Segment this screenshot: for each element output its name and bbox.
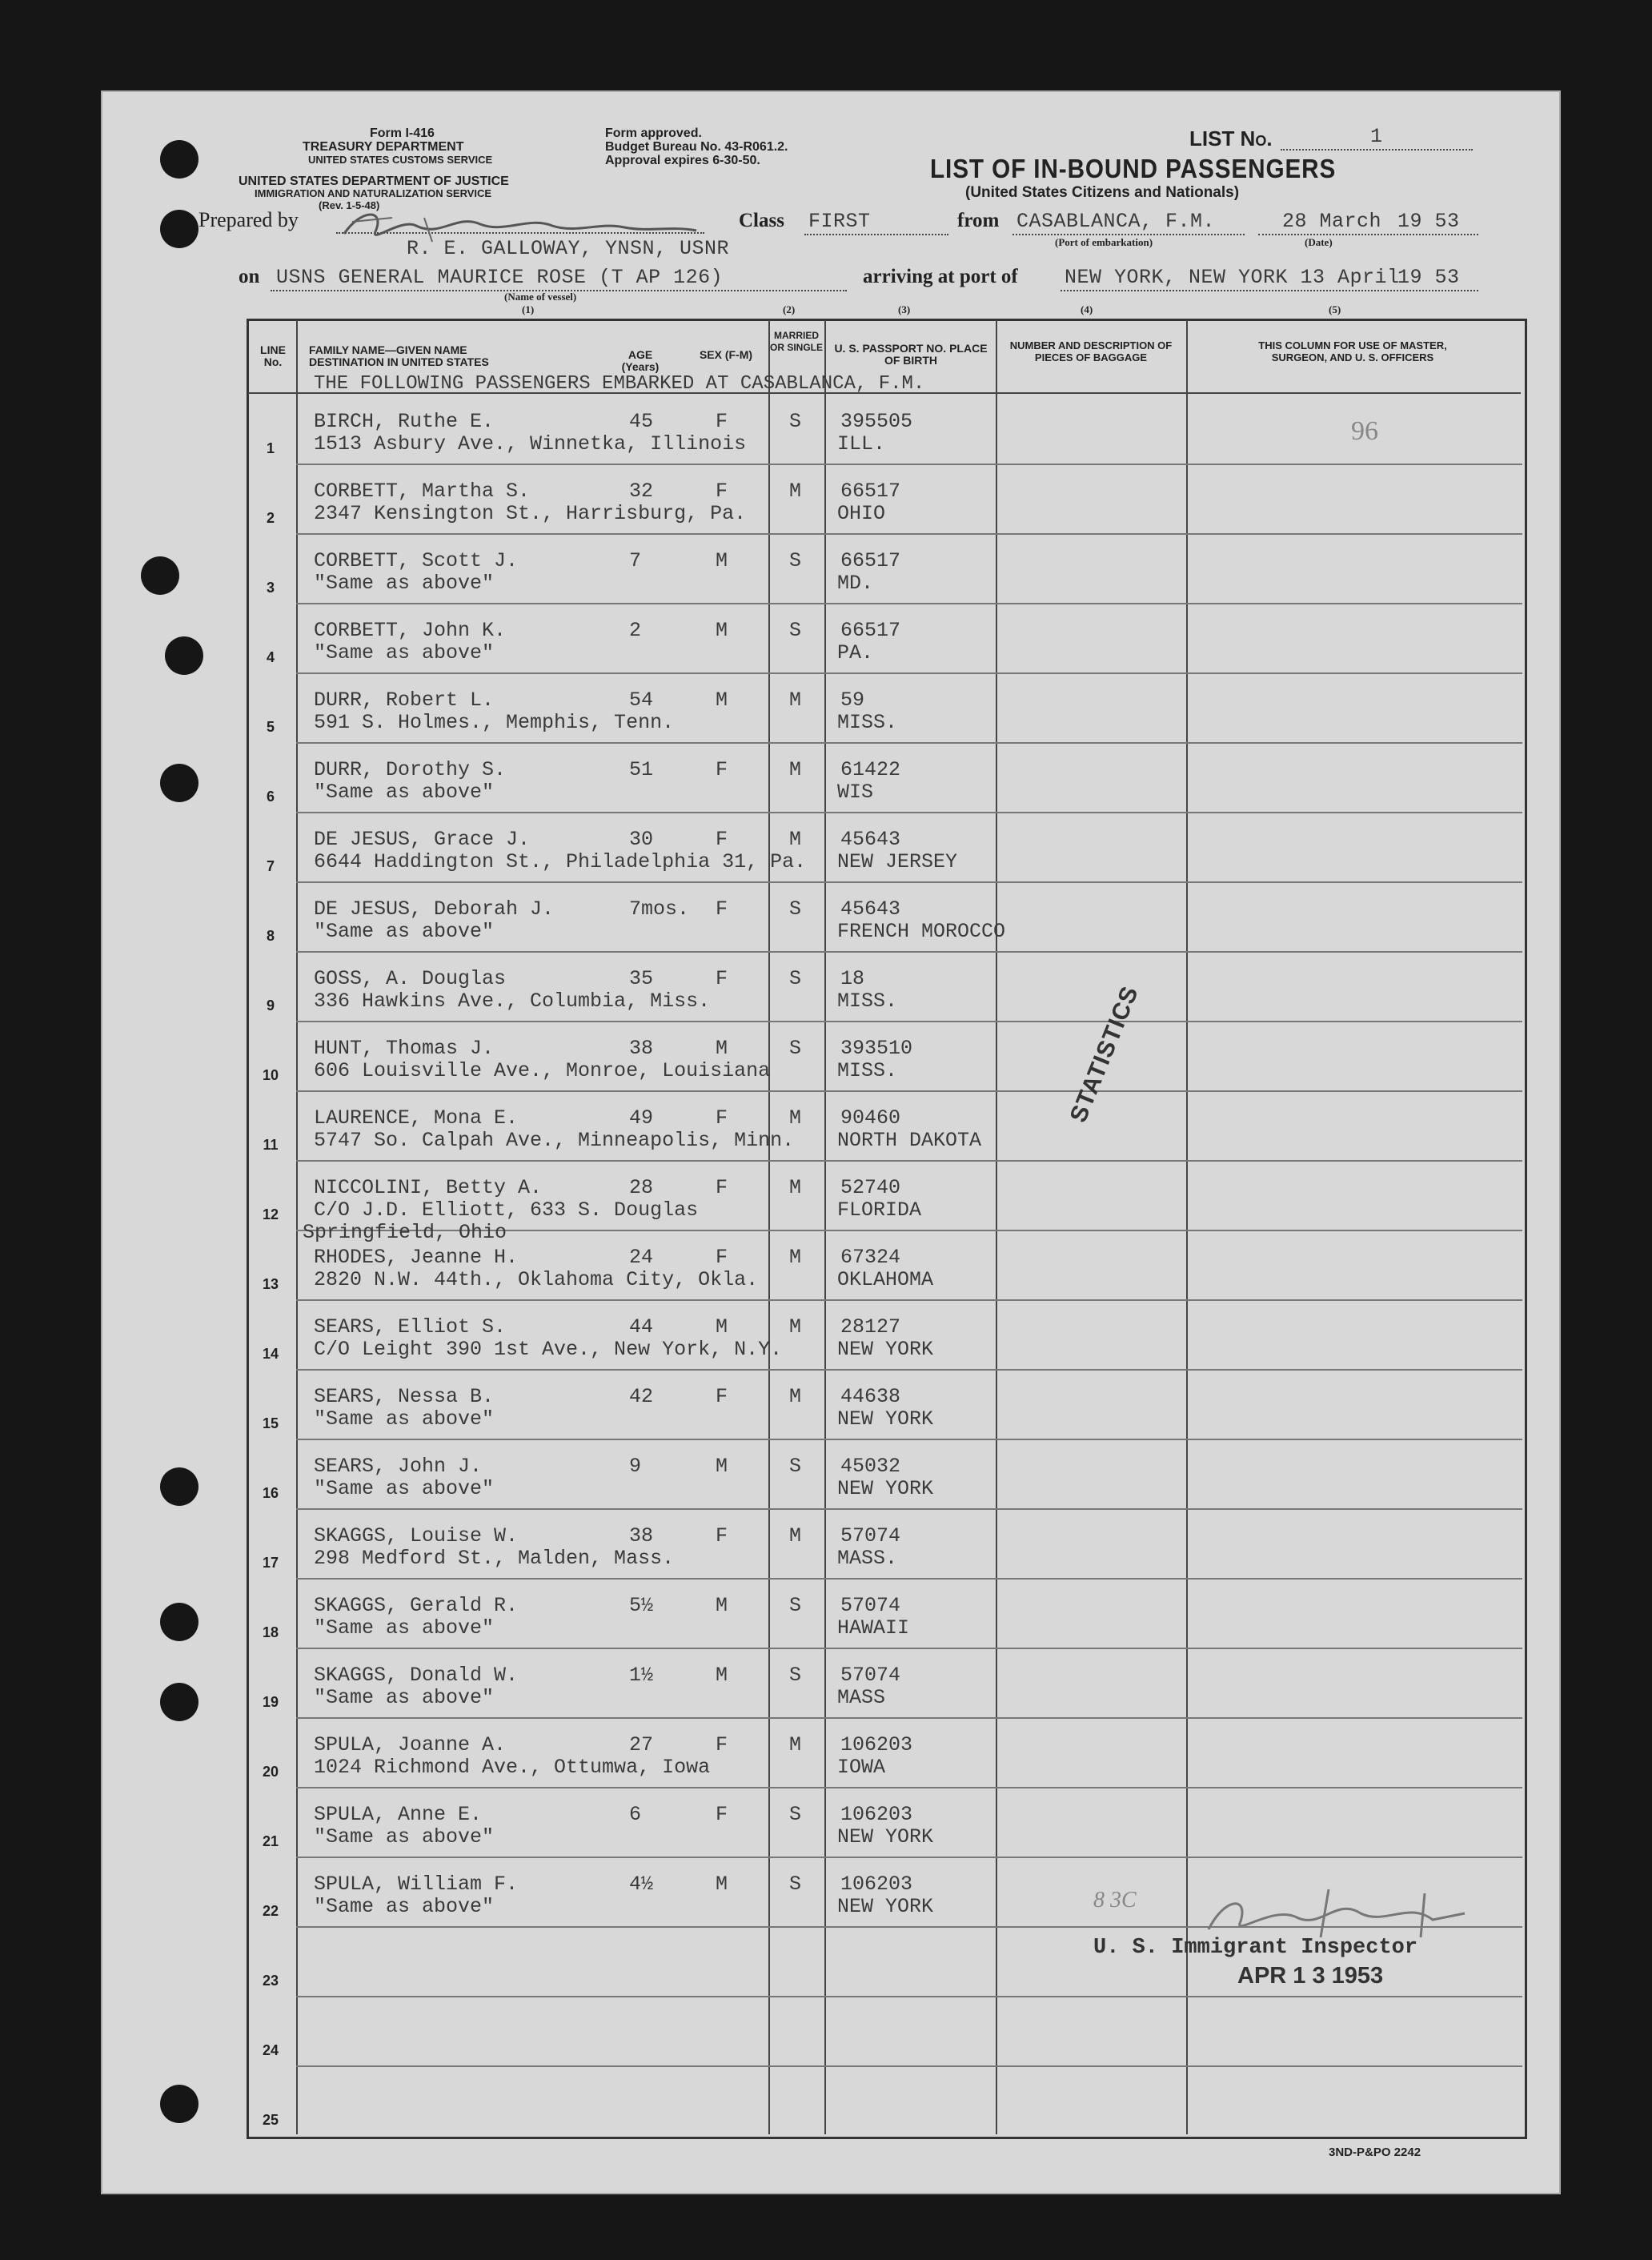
signature-note: 8 3C (1093, 1888, 1137, 1913)
line-number: 7 (266, 858, 275, 874)
passenger-age: 7 (629, 549, 642, 572)
passenger-age: 28 (629, 1176, 654, 1199)
line-number: 25 (262, 2112, 279, 2128)
passenger-age: 44 (629, 1315, 654, 1339)
marital-status: S (789, 549, 802, 572)
row-divider (296, 1717, 1522, 1719)
line-number: 8 (266, 928, 275, 944)
row-divider (296, 881, 1522, 883)
col-divider (768, 320, 770, 2134)
passenger-sex: F (716, 967, 728, 990)
passport-number: 106203 (840, 1873, 913, 1896)
passport-number: 90460 (840, 1106, 901, 1130)
statistics-stamp: STATISTICS (1065, 981, 1144, 1126)
passenger-sex: M (716, 619, 728, 642)
line-number: 22 (262, 1903, 279, 1919)
punch-hole (160, 210, 198, 248)
passenger-age: 5½ (629, 1594, 654, 1617)
passenger-age: 7mos. (629, 897, 690, 921)
from-year: 19 53 (1397, 210, 1460, 233)
passenger-sex: F (716, 758, 728, 781)
from-port: CASABLANCA, F.M. (1016, 210, 1216, 233)
passenger-address: "Same as above" (314, 781, 495, 804)
marital-status: M (789, 758, 802, 781)
passenger-sex: F (716, 1246, 728, 1269)
place-of-birth: NEW YORK (837, 1825, 934, 1849)
marital-status: M (789, 1246, 802, 1269)
punch-hole (160, 140, 198, 179)
col-num-2: (2) (783, 303, 796, 315)
marital-status: S (789, 1664, 802, 1687)
marital-status: S (789, 1455, 802, 1478)
place-of-birth: FRENCH MOROCCO (837, 920, 1006, 943)
place-of-birth: NEW JERSEY (837, 850, 958, 873)
line-number: 15 (262, 1415, 279, 1431)
passenger-name: SKAGGS, Louise W. (314, 1524, 519, 1547)
passenger-sex: M (716, 1455, 728, 1478)
embark-note: THE FOLLOWING PASSENGERS EMBARKED AT CASABLANCA, F.M. (314, 373, 925, 395)
passenger-sex: F (716, 1176, 728, 1199)
marital-status: S (789, 1803, 802, 1826)
header-name: FAMILY NAME—GIVEN NAME DESTINATION IN UNITED STATES (309, 343, 489, 368)
class-value: FIRST (808, 210, 871, 233)
marital-status: S (789, 619, 802, 642)
preparer-name: R. E. GALLOWAY, YNSN, USNR (407, 237, 730, 260)
class-label: Class (739, 210, 784, 231)
passenger-sex: F (716, 1733, 728, 1756)
punch-hole (160, 2085, 198, 2123)
passport-number: 45643 (840, 828, 901, 851)
passport-number: 61422 (840, 758, 901, 781)
punch-hole (165, 636, 203, 675)
row-divider (296, 1160, 1522, 1162)
form-number: Form I-416 (370, 126, 435, 140)
date-caption: (Date) (1305, 236, 1333, 248)
passenger-name: DURR, Robert L. (314, 688, 495, 712)
officer-mark: 96 (1351, 416, 1378, 446)
passenger-address: 6644 Haddington St., Philadelphia 31, Pa. (314, 850, 807, 873)
arrival-year: 19 53 (1397, 266, 1460, 289)
line-number: 21 (262, 1833, 279, 1849)
passenger-address: C/O J.D. Elliott, 633 S. Douglas (314, 1198, 699, 1222)
passenger-age: 6 (629, 1803, 642, 1826)
passport-number: 66517 (840, 480, 901, 503)
place-of-birth: MD. (837, 572, 874, 595)
line-number: 12 (262, 1206, 279, 1222)
punch-hole (160, 764, 198, 802)
col-divider (1186, 320, 1188, 2134)
budget-bureau: Budget Bureau No. 43-R061.2. (605, 140, 788, 154)
line-number: 4 (266, 649, 275, 665)
marital-status: S (789, 1037, 802, 1060)
row-divider (296, 812, 1522, 813)
passenger-age: 32 (629, 480, 654, 503)
place-of-birth: FLORIDA (837, 1198, 922, 1222)
col-num-4: (4) (1081, 303, 1093, 315)
row-divider (296, 1857, 1522, 1858)
passenger-name: DE JESUS, Grace J. (314, 828, 531, 851)
header-line-no: LINE No. (260, 343, 286, 368)
passenger-address: "Same as above" (314, 1895, 495, 1918)
passport-number: 57074 (840, 1594, 901, 1617)
passenger-address: 336 Hawkins Ave., Columbia, Miss. (314, 990, 711, 1013)
punch-hole (160, 1683, 198, 1721)
passenger-age: 4½ (629, 1873, 654, 1896)
line-number: 17 (262, 1555, 279, 1571)
row-divider (296, 1648, 1522, 1649)
passenger-sex: F (716, 480, 728, 503)
marital-status: M (789, 480, 802, 503)
passport-number: 106203 (840, 1803, 913, 1826)
passport-number: 395505 (840, 410, 913, 433)
passenger-name: RHODES, Jeanne H. (314, 1246, 519, 1269)
passenger-age: 51 (629, 758, 654, 781)
passenger-age: 45 (629, 410, 654, 433)
place-of-birth: OKLAHOMA (837, 1268, 934, 1291)
place-of-birth: NEW YORK (837, 1477, 934, 1500)
passenger-name: NICCOLINI, Betty A. (314, 1176, 543, 1199)
form-approved: Form approved. (605, 126, 702, 140)
passenger-address: 2820 N.W. 44th., Oklahoma City, Okla. (314, 1268, 759, 1291)
header-officers: THIS COLUMN FOR USE OF MASTER, SURGEON, AND U. S. OFFICERS (1258, 339, 1447, 363)
header-baggage: NUMBER AND DESCRIPTION OF PIECES OF BAGGAGE (1009, 339, 1173, 363)
passenger-sex: M (716, 688, 728, 712)
passenger-address: 591 S. Holmes., Memphis, Tenn. (314, 711, 675, 734)
passenger-name: GOSS, A. Douglas (314, 967, 507, 990)
passenger-age: 30 (629, 828, 654, 851)
place-of-birth: MASS. (837, 1547, 898, 1570)
passport-number: 57074 (840, 1664, 901, 1687)
place-of-birth: MISS. (837, 1059, 898, 1082)
passenger-name: CORBETT, John K. (314, 619, 507, 642)
customs-service: UNITED STATES CUSTOMS SERVICE (308, 154, 493, 166)
passenger-address: 1024 Richmond Ave., Ottumwa, Iowa (314, 1756, 711, 1779)
passenger-address: 298 Medford St., Malden, Mass. (314, 1547, 675, 1570)
row-divider (296, 951, 1522, 953)
passenger-name: BIRCH, Ruthe E. (314, 410, 495, 433)
place-of-birth: WIS (837, 781, 874, 804)
passenger-name: SEARS, Elliot S. (314, 1315, 507, 1339)
line-number: 24 (262, 2042, 279, 2058)
passenger-address: "Same as above" (314, 572, 495, 595)
col-divider (824, 320, 826, 2134)
passenger-age: 54 (629, 688, 654, 712)
ins-service: IMMIGRATION AND NATURALIZATION SERVICE (255, 187, 492, 199)
page-subtitle: (United States Citizens and Nationals) (965, 184, 1240, 201)
marital-status: M (789, 1733, 802, 1756)
approval-expires: Approval expires 6-30-50. (605, 154, 760, 167)
line-number: 9 (266, 998, 275, 1014)
marital-status: M (789, 688, 802, 712)
passport-number: 106203 (840, 1733, 913, 1756)
passenger-age: 38 (629, 1037, 654, 1060)
inspector-title: U. S. Immigrant Inspector (1093, 1936, 1418, 1960)
passenger-name: CORBETT, Scott J. (314, 549, 519, 572)
punch-hole (160, 1603, 198, 1641)
row-divider (296, 533, 1522, 535)
line-number: 3 (266, 580, 275, 596)
passenger-name: SEARS, Nessa B. (314, 1385, 495, 1408)
punch-hole (160, 1467, 198, 1506)
passenger-age: 42 (629, 1385, 654, 1408)
line-number: 14 (262, 1346, 279, 1362)
place-of-birth: NEW YORK (837, 1895, 934, 1918)
passport-number: 67324 (840, 1246, 901, 1269)
passenger-name: SPULA, Joanne A. (314, 1733, 507, 1756)
col-num-3: (3) (898, 303, 911, 315)
passenger-name: LAURENCE, Mona E. (314, 1106, 519, 1130)
header-passport: U. S. PASSPORT NO. PLACE OF BIRTH (834, 342, 988, 367)
treasury-dept: TREASURY DEPARTMENT (303, 140, 464, 154)
from-label: from (957, 210, 1000, 231)
line-number: 10 (262, 1067, 279, 1083)
vessel-name: USNS GENERAL MAURICE ROSE (T AP 126) (276, 266, 724, 289)
header-married: MARRIED OR SINGLE (770, 330, 824, 353)
passenger-sex: M (716, 1315, 728, 1339)
col-divider (996, 320, 997, 2134)
passenger-sex: F (716, 1106, 728, 1130)
passenger-address-line2: Springfield, Ohio (303, 1221, 507, 1244)
page-title: LIST OF IN-BOUND PASSENGERS (930, 154, 1337, 183)
passenger-age: 27 (629, 1733, 654, 1756)
passenger-address: 2347 Kensington St., Harrisburg, Pa. (314, 502, 747, 525)
passenger-sex: F (716, 410, 728, 433)
passenger-name: DE JESUS, Deborah J. (314, 897, 555, 921)
marital-status: S (789, 410, 802, 433)
row-divider (296, 1299, 1522, 1301)
marital-status: M (789, 1176, 802, 1199)
place-of-birth: ILL. (837, 432, 886, 456)
row-divider (296, 1439, 1522, 1440)
row-divider (296, 1578, 1522, 1580)
line-number: 11 (263, 1137, 279, 1153)
passenger-sex: M (716, 1037, 728, 1060)
line-number: 6 (266, 789, 275, 805)
passport-number: 57074 (840, 1524, 901, 1547)
prepared-by-label: Prepared by (198, 208, 299, 231)
line-number: 19 (262, 1694, 279, 1710)
row-divider (296, 603, 1522, 604)
passport-number: 59 (840, 688, 865, 712)
passenger-address: "Same as above" (314, 1477, 495, 1500)
row-divider (296, 1787, 1522, 1788)
row-divider (296, 742, 1522, 744)
line-number: 16 (262, 1485, 279, 1501)
passenger-address: "Same as above" (314, 1407, 495, 1431)
footer-code: 3ND-P&PO 2242 (1329, 2146, 1421, 2159)
place-of-birth: NEW YORK (837, 1338, 934, 1361)
place-of-birth: HAWAII (837, 1616, 910, 1640)
header-age: AGE (Years) (621, 348, 660, 373)
row-divider (296, 2065, 1522, 2067)
passport-number: 18 (840, 967, 865, 990)
row-divider (296, 464, 1522, 465)
passenger-address: "Same as above" (314, 920, 495, 943)
row-divider (296, 1369, 1522, 1371)
passenger-name: DURR, Dorothy S. (314, 758, 507, 781)
form-revision: (Rev. 1-5-48) (319, 199, 380, 211)
passenger-name: CORBETT, Martha S. (314, 480, 531, 503)
passenger-name: SEARS, John J. (314, 1455, 483, 1478)
passenger-sex: F (716, 897, 728, 921)
passenger-age: 9 (629, 1455, 642, 1478)
passport-number: 393510 (840, 1037, 913, 1060)
place-of-birth: MISS. (837, 711, 898, 734)
row-divider (296, 1090, 1522, 1092)
line-number: 13 (262, 1276, 279, 1292)
row-divider (296, 672, 1522, 674)
place-of-birth: MISS. (837, 990, 898, 1013)
passport-number: 45643 (840, 897, 901, 921)
marital-status: S (789, 1873, 802, 1896)
marital-status: S (789, 1594, 802, 1617)
header-sex: SEX (F-M) (699, 348, 753, 361)
place-of-birth: OHIO (837, 502, 886, 525)
row-divider (296, 1021, 1522, 1022)
from-date: 28 March (1282, 210, 1382, 233)
arriving-label: arriving at port of (863, 266, 1018, 287)
port-embarkation-caption: (Port of embarkation) (1055, 236, 1153, 248)
passenger-sex: F (716, 1524, 728, 1547)
punch-hole (141, 556, 179, 595)
justice-dept: UNITED STATES DEPARTMENT OF JUSTICE (239, 175, 509, 188)
marital-status: M (789, 1524, 802, 1547)
row-divider (296, 1508, 1522, 1510)
passenger-address: 1513 Asbury Ave., Winnetka, Illinois (314, 432, 747, 456)
passenger-address: C/O Leight 390 1st Ave., New York, N.Y. (314, 1338, 783, 1361)
passenger-name: SKAGGS, Gerald R. (314, 1594, 519, 1617)
passenger-address: "Same as above" (314, 641, 495, 664)
passenger-sex: F (716, 1385, 728, 1408)
line-number: 23 (262, 1973, 279, 1989)
passenger-sex: M (716, 1594, 728, 1617)
marital-status: M (789, 828, 802, 851)
passport-number: 52740 (840, 1176, 901, 1199)
passenger-age: 38 (629, 1524, 654, 1547)
passenger-sex: F (716, 1803, 728, 1826)
marital-status: M (789, 1106, 802, 1130)
inspection-date: APR 1 3 1953 (1237, 1963, 1384, 1989)
passenger-sex: F (716, 828, 728, 851)
passenger-sex: M (716, 1873, 728, 1896)
place-of-birth: NORTH DAKOTA (837, 1129, 982, 1152)
passport-number: 45032 (840, 1455, 901, 1478)
passport-number: 28127 (840, 1315, 901, 1339)
line-number: 2 (266, 510, 275, 526)
passenger-age: 24 (629, 1246, 654, 1269)
passport-number: 66517 (840, 619, 901, 642)
passenger-name: HUNT, Thomas J. (314, 1037, 495, 1060)
col-num-1: (1) (522, 303, 535, 315)
passenger-name: SKAGGS, Donald W. (314, 1664, 519, 1687)
line-number: 18 (262, 1624, 279, 1640)
list-no-value: 1 (1370, 125, 1383, 148)
place-of-birth: PA. (837, 641, 874, 664)
marital-status: M (789, 1385, 802, 1408)
marital-status: S (789, 967, 802, 990)
passenger-age: 1½ (629, 1664, 654, 1687)
passenger-age: 35 (629, 967, 654, 990)
passenger-address: "Same as above" (314, 1825, 495, 1849)
passenger-name: SPULA, William F. (314, 1873, 519, 1896)
line-number: 1 (266, 440, 275, 456)
passenger-sex: M (716, 549, 728, 572)
passenger-address: "Same as above" (314, 1616, 495, 1640)
place-of-birth: NEW YORK (837, 1407, 934, 1431)
passenger-name: SPULA, Anne E. (314, 1803, 483, 1826)
passenger-age: 49 (629, 1106, 654, 1130)
vessel-caption: (Name of vessel) (504, 291, 577, 303)
list-no-label: LIST No. (1189, 126, 1273, 151)
passenger-address: 5747 So. Calpah Ave., Minneapolis, Minn. (314, 1129, 795, 1152)
col-divider (296, 320, 298, 2134)
passport-number: 66517 (840, 549, 901, 572)
passenger-sex: M (716, 1664, 728, 1687)
marital-status: M (789, 1315, 802, 1339)
arrival-port: NEW YORK, NEW YORK 13 April (1065, 266, 1400, 289)
passenger-address: 606 Louisville Ave., Monroe, Louisiana (314, 1059, 771, 1082)
col-num-5: (5) (1329, 303, 1341, 315)
passenger-address: "Same as above" (314, 1686, 495, 1709)
passport-number: 44638 (840, 1385, 901, 1408)
place-of-birth: IOWA (837, 1756, 886, 1779)
passenger-age: 2 (629, 619, 642, 642)
line-number: 5 (266, 719, 275, 735)
row-divider (296, 1996, 1522, 1997)
line-number: 20 (262, 1764, 279, 1780)
place-of-birth: MASS (837, 1686, 886, 1709)
marital-status: S (789, 897, 802, 921)
on-label: on (239, 266, 260, 287)
